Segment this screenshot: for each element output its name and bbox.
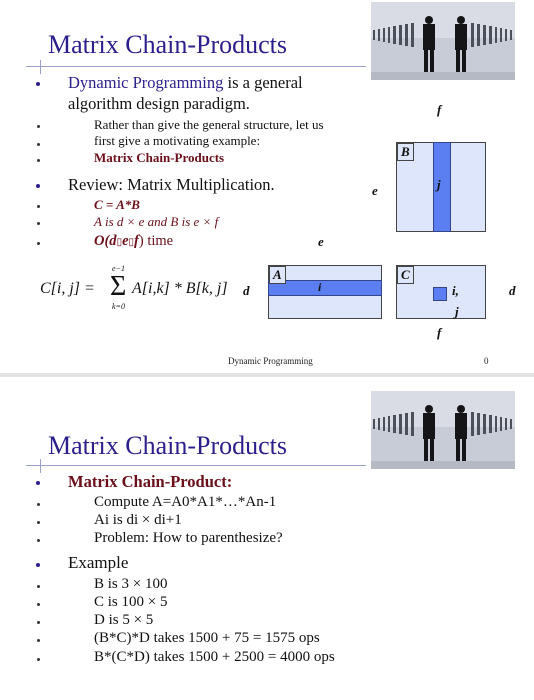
matrix-B-label: B: [397, 143, 414, 161]
bullet-marker: [37, 222, 40, 225]
sub-bullet-text: first give a motivating example:: [94, 133, 261, 148]
column-stripe-j: [433, 142, 451, 232]
bullet-text: algorithm design paradigm.: [68, 94, 250, 113]
sub-bullet-text: O(d▯e▯f) time: [94, 233, 174, 249]
sub-bullet-text: B is 3 × 100: [94, 576, 168, 592]
cell-ij-label: i,: [452, 283, 459, 298]
formula-sigma: Σ: [110, 271, 127, 302]
formula: [40, 280, 95, 298]
matrix-movie-photo-icon: [371, 391, 515, 469]
slide-title: Matrix Chain-Products: [48, 30, 288, 59]
formula-sum-top: e−1: [112, 264, 125, 273]
bullet-marker: [37, 539, 40, 542]
bullet-text: Review: Matrix Multiplication.: [68, 175, 275, 194]
cell-ij: [433, 287, 447, 301]
sub-bullet-text: B*(C*D) takes 1500 + 2500 = 4000 ops: [94, 649, 335, 665]
bullet-marker: [36, 184, 40, 188]
bullet-marker: [36, 82, 40, 86]
slide-title: Matrix Chain-Products: [48, 431, 288, 460]
row-i-label: i: [318, 280, 322, 294]
sub-bullet-text: C = A*B: [94, 197, 140, 212]
bullet-text: Example: [68, 553, 129, 572]
formula-lhs: C[i, j] =: [40, 280, 95, 297]
formula-rhs: A[i,k] * B[k, j]: [132, 280, 228, 297]
title-rule-vertical: [40, 60, 41, 74]
slide-footer: Dynamic Programming: [228, 356, 313, 366]
slide-2: [0, 377, 534, 700]
dim-d-C: d: [509, 283, 516, 298]
dp-term: Dynamic Programming: [68, 73, 224, 92]
sub-bullet-text: C is 100 × 5: [94, 594, 168, 610]
bullet-marker: [37, 585, 40, 588]
dim-e-side: e: [372, 183, 378, 198]
title-rule: [26, 66, 366, 67]
sub-bullet-text: A is d × e and B is e × f: [94, 214, 219, 229]
bullet-marker: [37, 658, 40, 661]
sub-bullet-text: D is 5 × 5: [94, 612, 154, 628]
slide-page-number: 0: [484, 356, 489, 366]
bullet-marker: [37, 242, 40, 245]
sub-bullet-text: Problem: How to parenthesize?: [94, 530, 283, 546]
bullet-marker: [37, 205, 40, 208]
formula-sum-bottom: k=0: [112, 302, 125, 311]
dim-d-A: d: [243, 283, 250, 298]
sub-bullet-text: Matrix Chain-Products: [94, 150, 225, 165]
sub-bullet-text: (B*C)*D takes 1500 + 75 = 1575 ops: [94, 630, 320, 646]
column-j-label: j: [437, 177, 441, 192]
matrix-A-label: A: [269, 266, 286, 284]
title-rule-vertical: [40, 459, 41, 473]
bullet-text: [68, 73, 303, 93]
bullet-marker: [36, 563, 40, 567]
matrix-C-label: C: [397, 266, 414, 284]
bullet-marker: [36, 481, 40, 485]
bullet-marker: [37, 521, 40, 524]
sub-bullet-text: Ai is di × di+1: [94, 512, 182, 528]
bullet-marker: [37, 125, 40, 128]
bullet-marker: [37, 639, 40, 642]
bullet-marker: [37, 143, 40, 146]
bullet-text: Matrix Chain-Product:: [68, 472, 233, 491]
sub-bullet-text: Compute A=A0*A1*…*An-1: [94, 494, 277, 510]
bullet-marker: [37, 603, 40, 606]
title-rule: [26, 465, 366, 466]
sub-bullet-text: Rather than give the general structure, let us: [94, 117, 324, 132]
dim-f-bottom: f: [437, 325, 442, 340]
bullet-marker: [37, 503, 40, 506]
bullet-marker: [37, 621, 40, 624]
bullet-marker: [37, 159, 40, 162]
dp-rest: is a general: [223, 73, 303, 92]
matrix-movie-photo-icon: [371, 2, 515, 80]
dim-e-mid: e: [318, 234, 324, 249]
dim-f-top: f: [437, 102, 442, 117]
cell-j-label: j: [455, 304, 459, 319]
